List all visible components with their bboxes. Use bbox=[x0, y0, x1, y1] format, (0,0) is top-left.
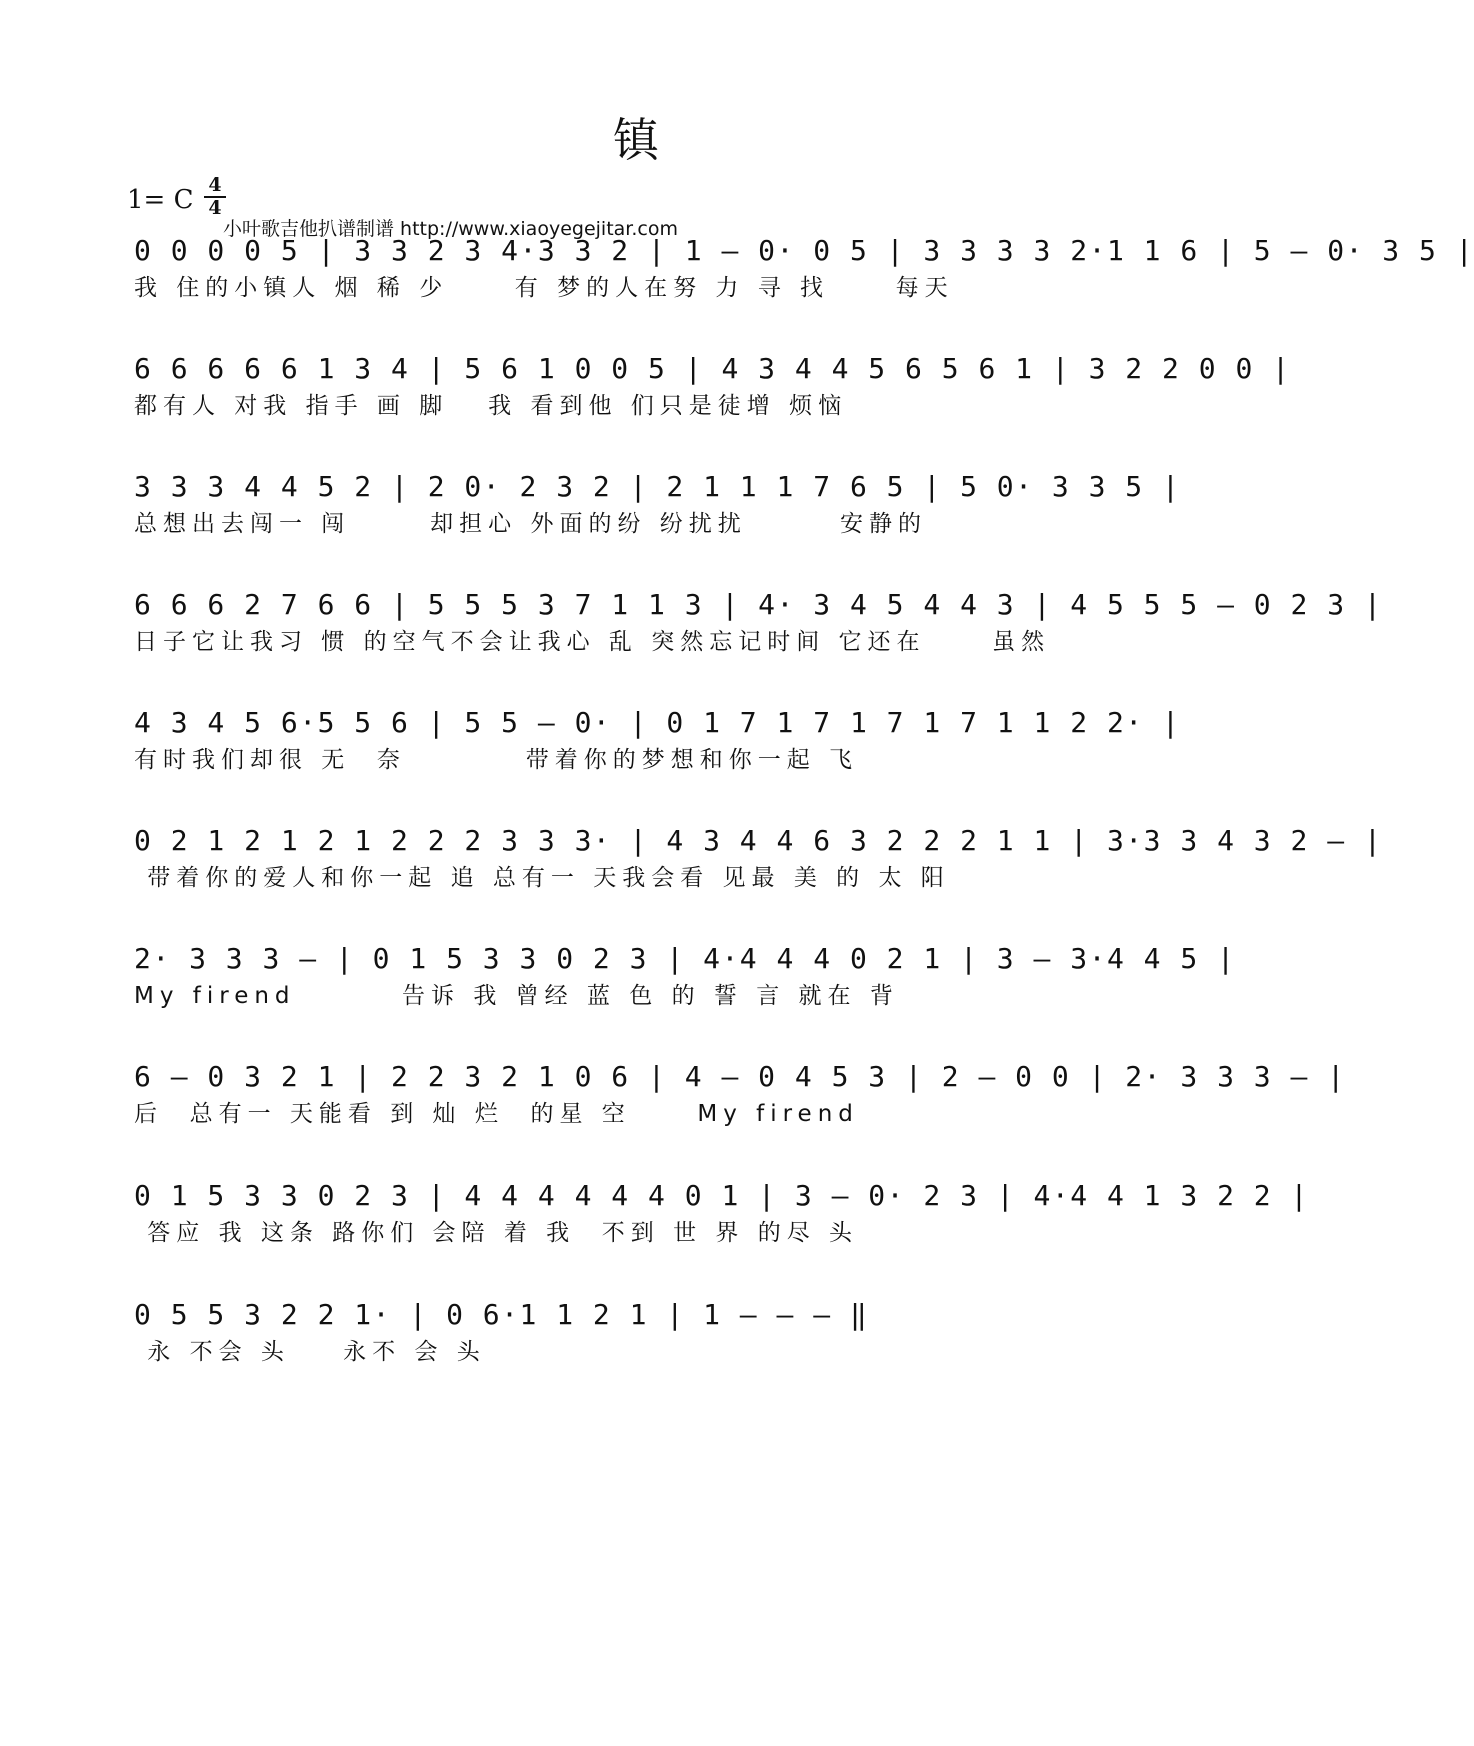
lyrics-line: 答应 我 这条 路你们 会陪 着 我 不到 世 界 的尽 头 bbox=[134, 1220, 859, 1246]
system-6 bbox=[0, 821, 1383, 921]
lyrics-line: My firend 告诉 我 曾经 蓝 色 的 誓 言 就在 背 bbox=[134, 983, 899, 1009]
notes-line: 6 6 6 2 7 6 6 | 5 5 5 3 7 1 1 3 | 4· 3 4 5 4 4 3 | 4 5 5 5 – 0 2 3 | bbox=[134, 588, 1383, 621]
notes-line: 0 2 1 2 1 2 1 2 2 2 3 3 3· | 4 3 4 4 6 3 2 2 2 1 1 | 3·3 3 4 3 2 – | bbox=[134, 824, 1383, 857]
lyrics-line: 带着你的爱人和你一起 追 总有一 天我会看 见最 美 的 太 阳 bbox=[134, 865, 950, 891]
lyrics-line: 日子它让我习 惯 的空气不会让我心 乱 突然忘记时间 它还在 虽然 bbox=[134, 629, 1051, 655]
time-signature bbox=[202, 176, 228, 218]
notes-line: 4 3 4 5 6·5 5 6 | 5 5 – 0· | 0 1 7 1 7 1 7 1 7 1 1 2 2· | bbox=[134, 706, 1181, 739]
system-2 bbox=[0, 349, 1291, 449]
notes-line: 0 1 5 3 3 0 2 3 | 4 4 4 4 4 4 0 1 | 3 – 0· 2 3 | 4·4 4 1 3 2 2 | bbox=[134, 1179, 1309, 1212]
lyrics-line: 我 住的小镇人 烟 稀 少 有 梦的人在努 力 寻 找 每天 bbox=[134, 275, 954, 301]
system-3 bbox=[0, 467, 1272, 567]
lyrics-line: 都有人 对我 指手 画 脚 我 看到他 们只是徒增 烦恼 bbox=[134, 393, 848, 419]
song-title: 镇 bbox=[613, 113, 659, 167]
notes-line: 0 0 0 0 5 | 3 3 2 3 4·3 3 2 | 1 – 0· 0 5 | 3 3 3 3 2·1 1 6 | 5 – 0· 3 5 | bbox=[134, 234, 1474, 267]
system-10 bbox=[0, 1295, 1272, 1395]
notes-line: 6 – 0 3 2 1 | 2 2 3 2 1 0 6 | 4 – 0 4 5 3 | 2 – 0 0 | 2· 3 3 3 – | bbox=[134, 1060, 1346, 1093]
notes-line: 2· 3 3 3 – | 0 1 5 3 3 0 2 3 | 4·4 4 4 0 2 1 | 3 – 3·4 4 5 | bbox=[134, 942, 1236, 975]
system-7 bbox=[0, 939, 1272, 1039]
credit-line: 小叶歌吉他扒谱制谱 http://www.xiaoyegejitar.com bbox=[223, 218, 678, 240]
lyrics-line: 有时我们却很 无 奈 带着你的梦想和你一起 飞 bbox=[134, 747, 859, 773]
lyrics-line: 总想出去闯一 闯 却担心 外面的纷 纷扰扰 安静的 bbox=[134, 511, 927, 537]
meter-bottom: 4 bbox=[208, 197, 222, 219]
system-5 bbox=[0, 703, 1272, 803]
notes-line: 6 6 6 6 6 1 3 4 | 5 6 1 0 0 5 | 4 3 4 4 5 6 5 6 1 | 3 2 2 0 0 | bbox=[134, 352, 1291, 385]
system-9 bbox=[0, 1176, 1309, 1276]
notes-line: 3 3 3 4 4 5 2 | 2 0· 2 3 2 | 2 1 1 1 7 6 5 | 5 0· 3 3 5 | bbox=[134, 470, 1181, 503]
key-signature: 1= C bbox=[127, 185, 194, 215]
notes-line: 0 5 5 3 2 2 1· | 0 6·1 1 2 1 | 1 – – – ‖ bbox=[134, 1298, 869, 1331]
lyrics-line: 后 总有一 天能看 到 灿 烂 的星 空 My firend bbox=[134, 1101, 859, 1127]
meter-top: 4 bbox=[208, 174, 222, 196]
system-1 bbox=[0, 231, 1474, 331]
lyrics-line: 永 不会 头 永不 会 头 bbox=[134, 1339, 486, 1365]
system-4 bbox=[0, 585, 1383, 685]
system-8 bbox=[0, 1057, 1346, 1157]
